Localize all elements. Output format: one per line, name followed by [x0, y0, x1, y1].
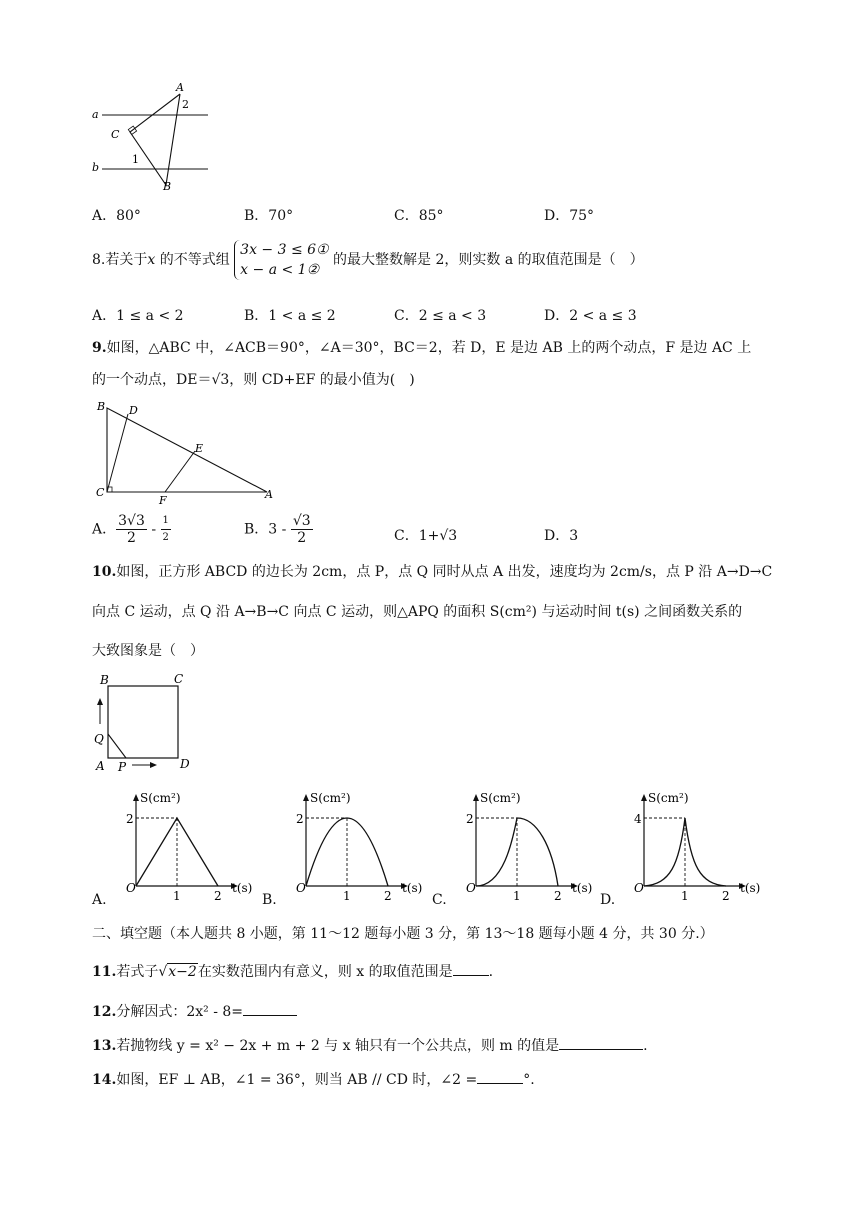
- q9-option-a[interactable]: [92, 513, 171, 546]
- y-tick-max: 2: [466, 812, 474, 826]
- q10-line1-text: 如图，正方形 ABCD 的边长为 2cm，点 P，点 Q 同时从点 A 出发，速度均为 2cm/s，点 P 沿 A→D→C: [116, 564, 773, 580]
- sq-label-B: B: [100, 673, 109, 687]
- y-axis-arrow: [473, 794, 479, 801]
- q7-figure: [90, 80, 220, 195]
- q9-option-b[interactable]: [244, 513, 313, 546]
- q13-text: 若抛物线 y = x² − 2x + m + 2 与 x 轴只有一个公共点，则 m 的值是: [116, 1038, 560, 1054]
- q9-opta-half: [161, 513, 171, 546]
- q11-radicand: x−2: [168, 964, 197, 980]
- q9-optb-den: 2: [297, 530, 307, 546]
- q12: [92, 1002, 297, 1022]
- inequality-1: 3x − 3 ≤ 6①: [240, 242, 329, 258]
- y-tick-max: 4: [634, 812, 642, 826]
- q9-number: 9.: [92, 340, 107, 356]
- y-axis-arrow: [133, 794, 139, 801]
- x-axis-label: t(s): [572, 881, 593, 895]
- q10-line3: 大致图象是（ ）: [92, 643, 204, 659]
- sq-label-A: A: [96, 759, 105, 773]
- q9-label-D: D: [129, 404, 138, 417]
- q8-mid: 的不等式组: [155, 252, 230, 268]
- q10-line1: [92, 562, 772, 582]
- q13-end: .: [643, 1038, 648, 1054]
- q11-end: .: [488, 964, 494, 980]
- x-tick-1: 1: [513, 889, 521, 903]
- q9-line1-text: 如图，△ABC 中，∠ACB＝90°，∠A＝30°，BC＝2，若 D，E 是边 AB 上的两个动点，F 是边 AC 上: [106, 340, 752, 356]
- q9-opta-fraction: [116, 513, 147, 546]
- sq-label-C: C: [174, 672, 184, 686]
- origin-label: O: [466, 881, 476, 895]
- origin-label: O: [634, 881, 644, 895]
- q9-label-F: F: [159, 494, 167, 507]
- q10-square-figure: [92, 670, 202, 775]
- q14-number: 14.: [92, 1072, 117, 1088]
- q10-graph-b: [276, 786, 426, 906]
- q9-label-E: E: [195, 442, 204, 455]
- origin-label: O: [296, 881, 306, 895]
- q10-graph-d: [614, 786, 764, 906]
- q9-optb-num: √3: [292, 513, 311, 529]
- sq-label-P: P: [118, 760, 127, 774]
- q14-answer-blank[interactable]: [477, 1083, 523, 1084]
- y-tick-max: 2: [296, 812, 304, 826]
- label-a: a: [92, 108, 99, 121]
- q9-optb-fraction: [291, 513, 313, 546]
- q10-number: 10.: [92, 564, 117, 580]
- q10-option-c[interactable]: C.: [432, 892, 447, 908]
- y-axis-arrow: [303, 794, 309, 801]
- x-tick-1: 1: [343, 889, 351, 903]
- q8-stem: [92, 240, 644, 280]
- q8-option-d[interactable]: D．2 < a ≤ 3: [544, 308, 637, 324]
- q9-label-A: A: [265, 488, 273, 501]
- q9-opta-num: 3√3: [118, 513, 145, 529]
- inequality-system: [234, 240, 328, 280]
- label-b: b: [92, 161, 100, 174]
- q7-option-a[interactable]: A．80°: [92, 208, 141, 224]
- inequality-2: x − a < 1②: [240, 262, 320, 278]
- q10-option-a[interactable]: A.: [92, 892, 107, 908]
- q11: 11.若式子√x−2在实数范围内有意义，则 x 的取值范围是 .: [92, 964, 494, 980]
- x-tick-1: 1: [173, 889, 181, 903]
- sq-label-D: D: [180, 757, 190, 771]
- q11-number: 11.: [92, 964, 117, 980]
- y-tick-max: 2: [126, 812, 134, 826]
- q9-opta-den: 2: [127, 530, 136, 546]
- q9-figure: [95, 398, 280, 508]
- q11-pre: 若式子: [116, 964, 159, 980]
- x-axis-label: t(s): [740, 881, 761, 895]
- q12-text: 分解因式：2x² - 8=: [116, 1004, 244, 1020]
- section-2-heading: 二、填空题（本人题共 8 小题，第 11～12 题每小题 3 分，第 13～18 题每小题 4 分，共 30 分.）: [92, 926, 714, 942]
- x-tick-2: 2: [384, 889, 392, 903]
- q13-answer-blank[interactable]: [559, 1049, 643, 1050]
- q7-option-c[interactable]: C．85°: [394, 208, 444, 224]
- label-1: 1: [132, 153, 139, 166]
- q12-number: 12.: [92, 1004, 117, 1020]
- q14-end: °.: [523, 1072, 535, 1088]
- q14-text: 如图，EF ⊥ AB，∠1 = 36°，则当 AB // CD 时，∠2 =: [116, 1072, 478, 1088]
- q8-option-a[interactable]: A．1 ≤ a < 2: [92, 308, 184, 324]
- q10-graph-c: [446, 786, 596, 906]
- q9-opta-half-num: 1: [161, 513, 171, 530]
- q8-prefix: 8.若关于: [92, 252, 148, 268]
- label-B: B: [163, 180, 172, 193]
- y-axis-arrow: [641, 794, 647, 801]
- q10-option-d[interactable]: D.: [600, 892, 616, 908]
- label-2: 2: [182, 98, 189, 111]
- y-axis-label: S(cm²): [648, 791, 689, 805]
- q12-answer-blank[interactable]: [243, 1015, 297, 1016]
- origin-label: O: [126, 881, 136, 895]
- q9-label-B: B: [97, 400, 106, 413]
- q9-line1: [92, 338, 751, 358]
- q10-line2: 向点 C 运动，点 Q 沿 A→B→C 向点 C 运动，则△APQ 的面积 S(cm²) 与运动时间 t(s) 之间函数关系的: [92, 604, 743, 620]
- x-axis-label: t(s): [232, 881, 253, 895]
- q8-option-b[interactable]: B．1 < a ≤ 2: [244, 308, 336, 324]
- sq-label-Q: Q: [94, 732, 104, 746]
- label-A: A: [176, 81, 184, 94]
- q8-var: x: [147, 252, 156, 268]
- label-C: C: [111, 128, 120, 141]
- q10-option-b[interactable]: B.: [262, 892, 277, 908]
- q9-option-c[interactable]: C．1+√3: [394, 528, 458, 544]
- q9-optb-prefix: B．3 -: [244, 521, 291, 538]
- q8-suffix: 的最大整数解是 2，则实数 a 的取值范围是（ ）: [328, 252, 644, 268]
- q9-option-d[interactable]: D．3: [544, 528, 579, 544]
- q14: [92, 1070, 535, 1090]
- y-axis-label: S(cm²): [140, 791, 181, 805]
- x-tick-2: 2: [554, 889, 562, 903]
- q9-opta-prefix: A．: [92, 521, 117, 538]
- y-axis-label: S(cm²): [310, 791, 351, 805]
- q8-option-c[interactable]: C．2 ≤ a < 3: [394, 308, 487, 324]
- q11-answer-blank[interactable]: [453, 975, 489, 976]
- q9-opta-half-den: 2: [162, 532, 169, 543]
- x-tick-2: 2: [722, 889, 730, 903]
- q10-graph-a: [106, 786, 256, 906]
- q9-line2: 的一个动点，DE＝√3，则 CD+EF 的最小值为( ): [92, 372, 415, 388]
- x-tick-1: 1: [681, 889, 689, 903]
- q13: [92, 1036, 648, 1056]
- q7-option-d[interactable]: D．75°: [544, 208, 595, 224]
- x-tick-2: 2: [214, 889, 222, 903]
- q7-option-b[interactable]: B．70°: [244, 208, 294, 224]
- x-axis-label: t(s): [402, 881, 423, 895]
- q13-number: 13.: [92, 1038, 117, 1054]
- q9-label-C: C: [96, 486, 105, 499]
- y-axis-label: S(cm²): [480, 791, 521, 805]
- q9-opta-minus: -: [146, 521, 161, 538]
- q11-post: 在实数范围内有意义，则 x 的取值范围是: [197, 964, 453, 980]
